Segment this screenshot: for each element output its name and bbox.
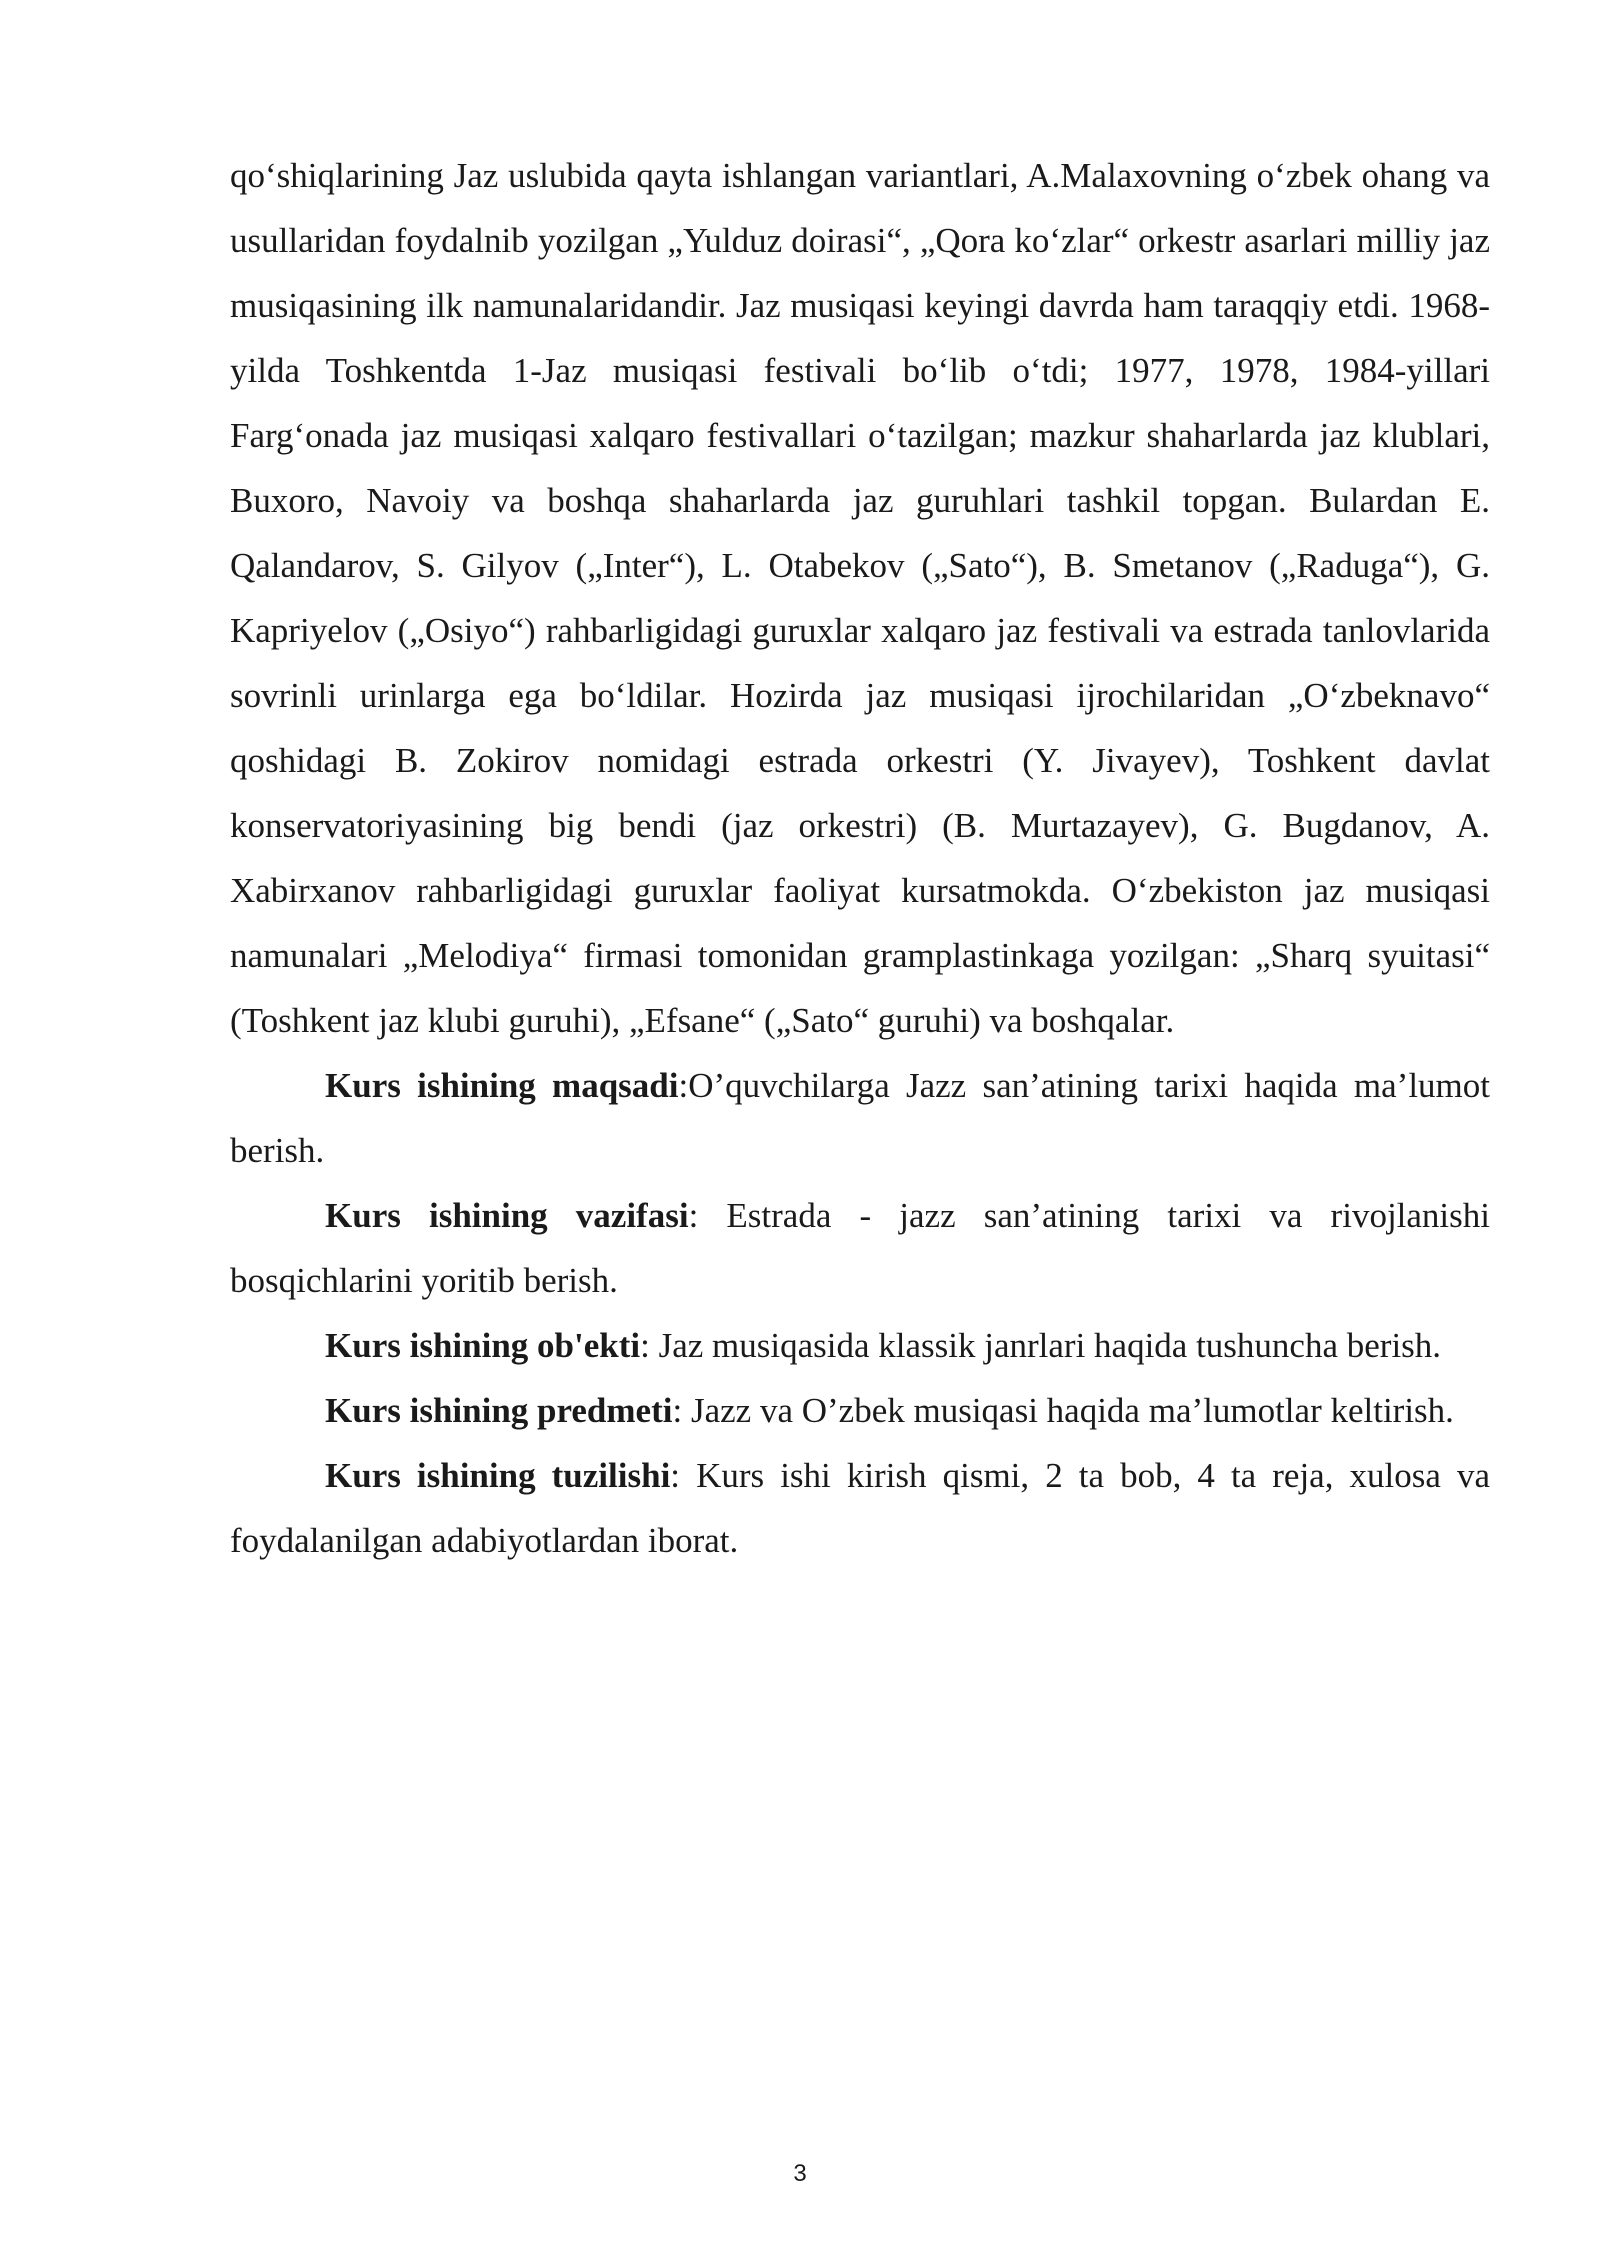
course-subject-item — [230, 1378, 1490, 1443]
course-object-item — [230, 1313, 1490, 1378]
course-structure-separator: : — [670, 1456, 697, 1495]
course-task-separator: : — [688, 1196, 727, 1235]
course-subject-label: Kurs ishining predmeti — [325, 1391, 673, 1430]
course-goal-text: O’quvchilarga Jazz san’atining tarixi haqida ma’lumot berish. — [230, 1066, 1490, 1170]
course-task-text: Estrada - jazz san’atining tarixi va rivojlanishi bosqichlarini yoritib berish. — [230, 1196, 1490, 1300]
course-object-separator: : — [640, 1326, 659, 1365]
course-object-label: Kurs ishining ob'ekti — [325, 1326, 641, 1365]
course-object-text: Jaz musiqasida klassik janrlari haqida tushuncha berish. — [658, 1326, 1442, 1365]
body-text — [230, 143, 1490, 1573]
course-structure-item — [230, 1443, 1490, 1573]
course-structure-text: Kurs ishi kirish qismi, 2 ta bob, 4 ta reja, xulosa va foydalanilgan adabiyotlardan iborat. — [230, 1456, 1491, 1560]
course-task-item — [230, 1183, 1490, 1313]
course-goal-item — [230, 1053, 1490, 1183]
intro-paragraph: qo‘shiqlarining Jaz uslubida qayta ishlangan variantlari, A.Malaxovning o‘zbek ohang va usullaridan foydalnib yozilgan „Yulduz doirasi“, „Qora ko‘zlar“ orkestr asarlari milliy jaz musiqasining ilk namunalaridandir. Jaz musiqasi keyingi davrda ham taraqqiy etdi. 1968-yilda Toshkentda 1-Jaz musiqasi festivali bo‘lib o‘tdi; 1977, 1978, 1984-yillari Farg‘onada jaz musiqasi xalqaro festivallari o‘tazilgan; mazkur shaharlarda jaz klublari, Buxoro, Navoiy va boshqa shaharlarda jaz guruhlari tashkil topgan. Bulardan E. Qalandarov, S. Gilyov („Inter“), L. Otabekov („Sato“), B. Smetanov („Raduga“), G. Kapriyelov („Osiyo“) rahbarligidagi guruxlar xalqaro jaz festivali va estrada tanlovlarida sovrinli urinlarga ega bo‘ldilar. Hozirda jaz musiqasi ijrochilaridan „O‘zbeknavo“ qoshidagi B. Zokirov nomidagi estrada orkestri (Y. Jivayev), Toshkent davlat konservatoriyasining big bendi (jaz orkestri) (B. Murtazayev), G. Bugdanov, A. Xabirxanov rahbarligidagi guruxlar faoliyat kursatmokda. O‘zbekiston jaz musiqasi namunalari „Melodiya“ firmasi tomonidan gramplastinkaga yozilgan: „Sharq syuitasi“ (Toshkent jaz klubi guruhi), „Efsane“ („Sato“ guruhi) va boshqalar. — [230, 156, 1490, 1040]
course-goal-separator: : — [678, 1066, 689, 1105]
course-task-label: Kurs ishining vazifasi — [325, 1196, 689, 1235]
course-subject-separator: : — [672, 1391, 691, 1430]
course-subject-text: Jazz va O’zbek musiqasi haqida ma’lumotlar keltirish. — [690, 1391, 1454, 1430]
page-number: 3 — [793, 2160, 807, 2187]
course-goal-label: Kurs ishining maqsadi — [325, 1066, 679, 1105]
course-structure-label: Kurs ishining tuzilishi — [325, 1456, 671, 1495]
